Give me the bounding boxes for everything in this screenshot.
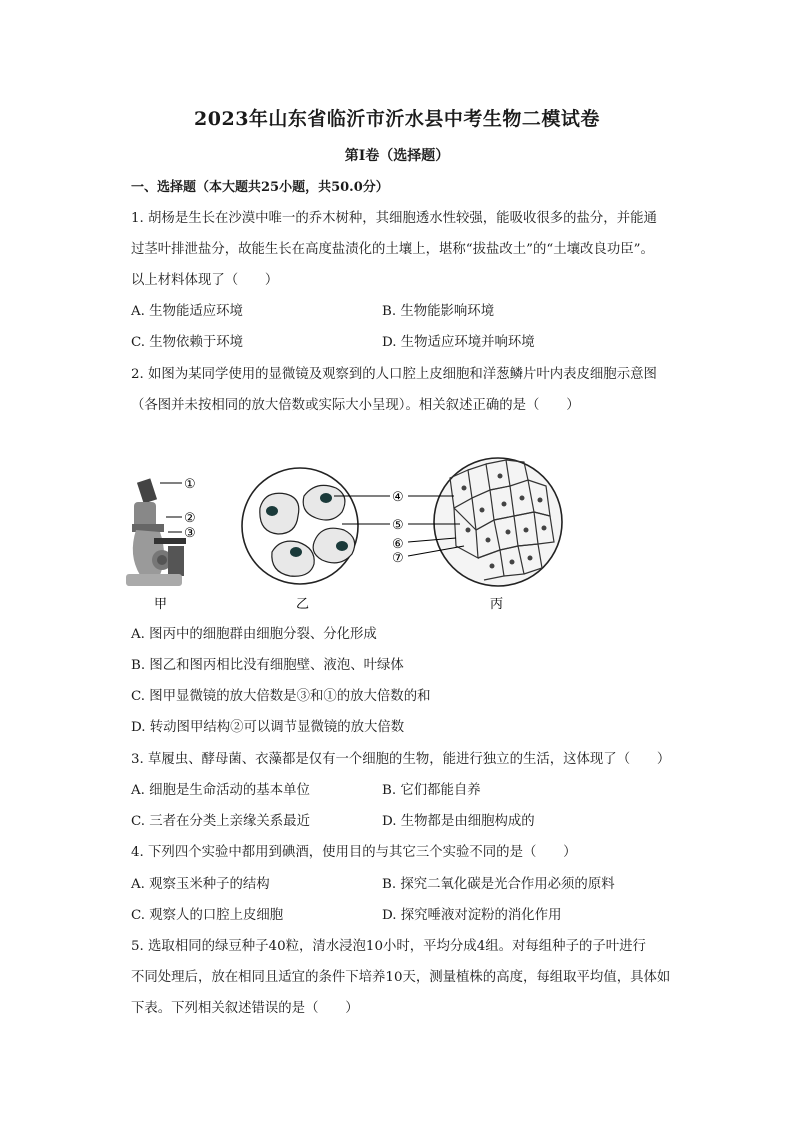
q4-option-d: D. 探究唾液对淀粉的消化作用 <box>382 908 562 923</box>
q4-option-b: B. 探究二氧化碳是光合作用必须的原料 <box>382 877 615 892</box>
cheek-cells-illustration <box>242 468 390 584</box>
figure-label-jia: 甲 <box>154 597 168 612</box>
q1-option-d: D. 生物适应环境并响环境 <box>382 335 535 350</box>
q4-stem-line-1: 4. 下列四个实验中都用到碘酒，使用目的与其它三个实验不同的是（ ） <box>131 845 577 860</box>
q3-option-b: B. 它们都能自养 <box>382 783 481 798</box>
q4-option-a: A. 观察玉米种子的结构 <box>131 877 270 892</box>
q3-option-c: C. 三者在分类上亲缘关系最近 <box>131 814 310 829</box>
q1-option-b: B. 生物能影响环境 <box>382 304 495 319</box>
q1-stem-line-3: 以上材料体现了（ ） <box>131 273 279 288</box>
q3-option-d: D. 生物都是由细胞构成的 <box>382 814 535 829</box>
onion-cells-illustration <box>408 458 562 586</box>
q1-stem-line-1: 1. 胡杨是生长在沙漠中唯一的乔木树种，其细胞透水性较强，能吸收很多的盐分，并能通 <box>131 211 657 226</box>
q5-stem-line-3: 下表。下列相关叙述错误的是（ ） <box>131 1001 359 1016</box>
marker-4: ④ <box>392 490 404 505</box>
marker-5: ⑤ <box>392 518 404 533</box>
q4-option-c: C. 观察人的口腔上皮细胞 <box>131 908 284 923</box>
q1-option-c: C. 生物依赖于环境 <box>131 335 244 350</box>
q2-figure <box>120 450 580 620</box>
marker-6: ⑥ <box>392 537 404 552</box>
q5-stem-line-2: 不同处理后，放在相同且适宜的条件下培养10天，测量植株的高度，每组取平均值，具体如 <box>131 970 671 985</box>
q2-option-a: A. 图丙中的细胞群由细胞分裂、分化形成 <box>131 627 377 642</box>
q2-stem-line-1: 2. 如图为某同学使用的显微镜及观察到的人口腔上皮细胞和洋葱鳞片叶内表皮细胞示意图 <box>131 367 657 382</box>
page-title: 2023年山东省临沂市沂水县中考生物二模试卷 <box>194 108 600 130</box>
marker-1: ① <box>184 477 196 492</box>
q2-option-c: C. 图甲显微镜的放大倍数是③和①的放大倍数的和 <box>131 689 431 704</box>
q2-option-b: B. 图乙和图丙相比没有细胞壁、液泡、叶绿体 <box>131 658 404 673</box>
marker-3: ③ <box>184 526 196 541</box>
marker-7: ⑦ <box>392 551 404 566</box>
figure-label-yi: 乙 <box>296 597 310 612</box>
page-subtitle: 第I卷（选择题） <box>344 148 450 164</box>
q3-option-a: A. 细胞是生命活动的基本单位 <box>131 783 310 798</box>
q1-option-a: A. 生物能适应环境 <box>131 304 243 319</box>
figure-label-bing: 丙 <box>490 597 504 612</box>
q1-stem-line-2: 过茎叶排泄盐分，故能生长在高度盐渍化的土壤上，堪称“拔盐改土”的“土壤改良功臣”。 <box>131 242 654 257</box>
q2-stem-line-2: （各图并未按相同的放大倍数或实际大小呈现）。相关叙述正确的是（ ） <box>131 398 580 413</box>
q5-stem-line-1: 5. 选取相同的绿豆种子40粒，清水浸泡10小时，平均分成4组。对每组种子的子叶进行 <box>131 939 646 954</box>
q3-stem-line-1: 3. 草履虫、酵母菌、衣藻都是仅有一个细胞的生物，能进行独立的生活，这体现了（ ） <box>131 752 671 767</box>
marker-2: ② <box>184 511 196 526</box>
microscope-illustration <box>126 478 186 586</box>
q2-option-d: D. 转动图甲结构②可以调节显微镜的放大倍数 <box>131 720 405 735</box>
section-heading: 一、选择题（本大题共25小题，共50.0分） <box>131 180 389 195</box>
